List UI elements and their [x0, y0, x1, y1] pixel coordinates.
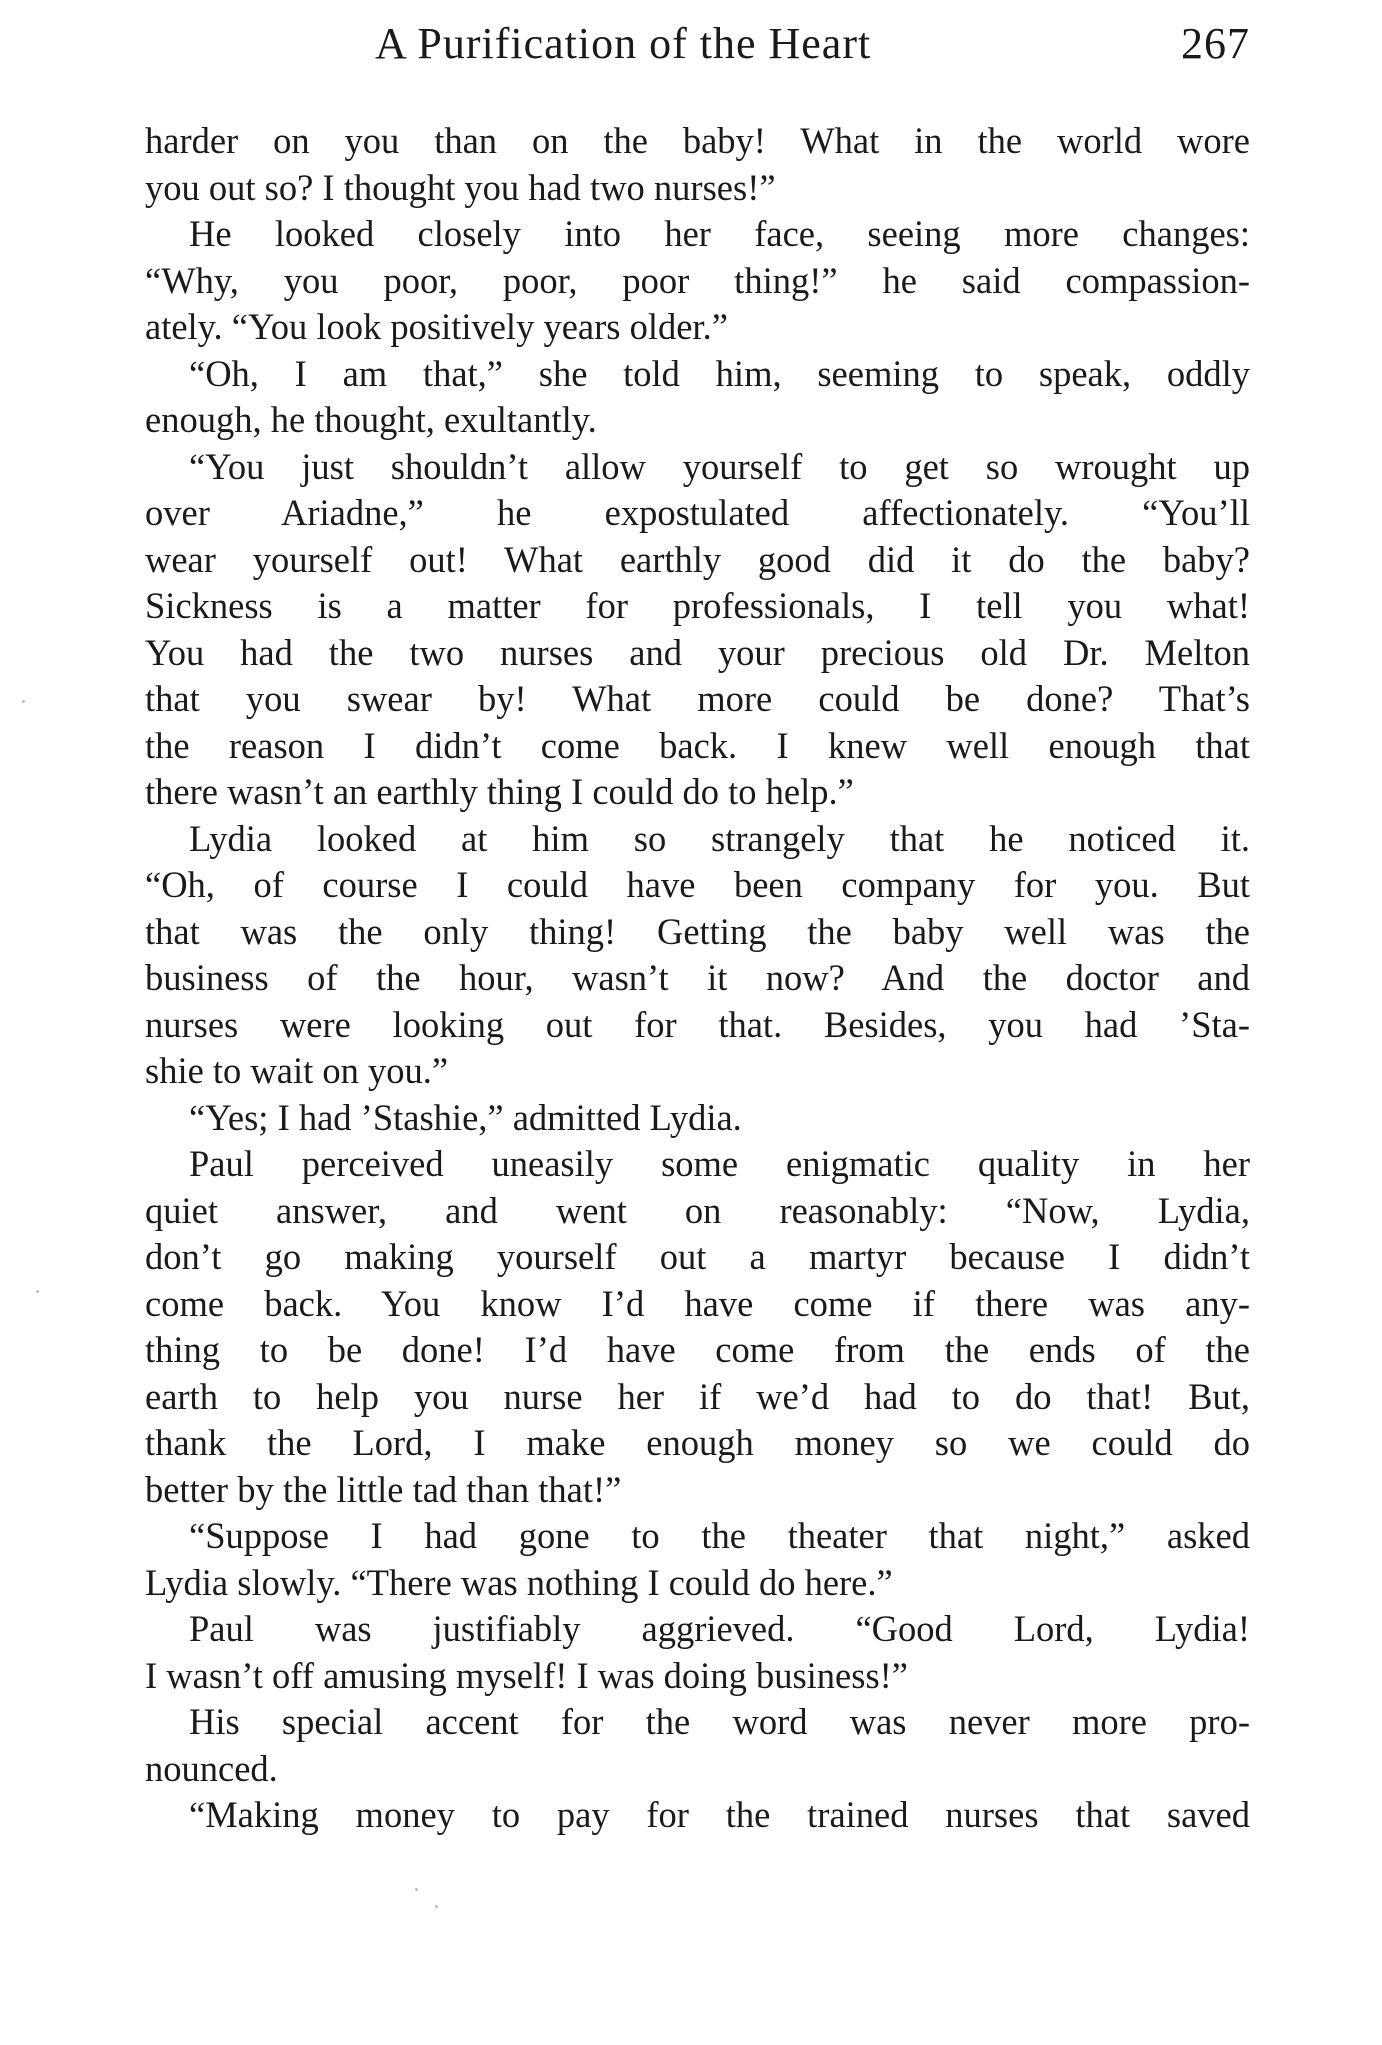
text-line: better by the little tad than that!”	[145, 1468, 622, 1510]
running-title: A Purification of the Heart	[375, 19, 872, 68]
text-line: Lydia looked at him so strangely that he noticed it.	[189, 817, 1250, 859]
text-line: “Oh, of course I could have been company for you. But	[145, 864, 1250, 905]
text-line: nurses were looking out for that. Besides, you had ’Sta-	[145, 1003, 1250, 1045]
text-line: Lydia slowly. “There was nothing I could do here.”	[145, 1561, 893, 1603]
text-line: the reason I didn’t come back. I knew well enough that	[145, 724, 1250, 766]
text-line: “Making money to pay for the trained nurses that saved	[189, 1794, 1250, 1835]
text-line: there wasn’t an earthly thing I could do to help.”	[145, 771, 854, 812]
text-line: that was the only thing! Getting the baby well was the	[145, 910, 1250, 952]
text-line: don’t go making yourself out a martyr because I didn’t	[145, 1236, 1250, 1277]
text-line: “Suppose I had gone to the theater that night,” asked	[189, 1515, 1250, 1556]
text-line: His special accent for the word was never more pro-	[189, 1701, 1250, 1742]
text-line: you out so? I thought you had two nurses!”	[145, 166, 776, 208]
text-line: harder on you than on the baby! What in the world wore	[145, 120, 1250, 161]
text-line: “You just shouldn’t allow yourself to get so wrought up	[189, 445, 1250, 487]
body-text	[145, 118, 1250, 1839]
text-line: “Why, you poor, poor, poor thing!” he said compassion-	[145, 259, 1250, 301]
text-line: earth to help you nurse her if we’d had to do that! But,	[145, 1375, 1250, 1417]
text-line: quiet answer, and went on reasonably: “Now, Lydia,	[145, 1189, 1250, 1231]
text-line: Paul was justifiably aggrieved. “Good Lord, Lydia!	[189, 1608, 1250, 1649]
paper-speck	[36, 1290, 39, 1293]
text-line: Paul perceived uneasily some enigmatic quality in her	[189, 1143, 1250, 1184]
text-line: nounced.	[145, 1747, 278, 1789]
text-line: He looked closely into her face, seeing more changes:	[189, 213, 1250, 254]
text-line: “Yes; I had ’Stashie,” admitted Lydia.	[189, 1096, 742, 1138]
page-number: 267	[1181, 19, 1250, 68]
text-line: wear yourself out! What earthly good did it do the baby?	[145, 538, 1250, 580]
text-line: that you swear by! What more could be done? That’s	[145, 678, 1250, 719]
text-line: enough, he thought, exultantly.	[145, 399, 597, 440]
text-line: shie to wait on you.”	[145, 1050, 449, 1091]
text-line: Sickness is a matter for professionals, I tell you what!	[145, 585, 1250, 626]
paper-speck	[415, 1888, 418, 1891]
text-line: You had the two nurses and your precious old Dr. Melton	[145, 631, 1250, 673]
text-line: business of the hour, wasn’t it now? And the doctor and	[145, 957, 1250, 998]
text-line: ately. “You look positively years older.”	[145, 306, 728, 347]
text-line: over Ariadne,” he expostulated affectionately. “You’ll	[145, 492, 1250, 533]
running-head	[145, 18, 1250, 88]
text-line: “Oh, I am that,” she told him, seeming to speak, oddly	[189, 352, 1250, 394]
text-line: come back. You know I’d have come if there was any-	[145, 1282, 1250, 1324]
paper-speck	[22, 700, 25, 703]
text-line: I wasn’t off amusing myself! I was doing business!”	[145, 1654, 909, 1696]
text-line: thank the Lord, I make enough money so we could do	[145, 1422, 1250, 1463]
text-line: thing to be done! I’d have come from the ends of the	[145, 1329, 1250, 1370]
paper-speck	[435, 1905, 438, 1908]
